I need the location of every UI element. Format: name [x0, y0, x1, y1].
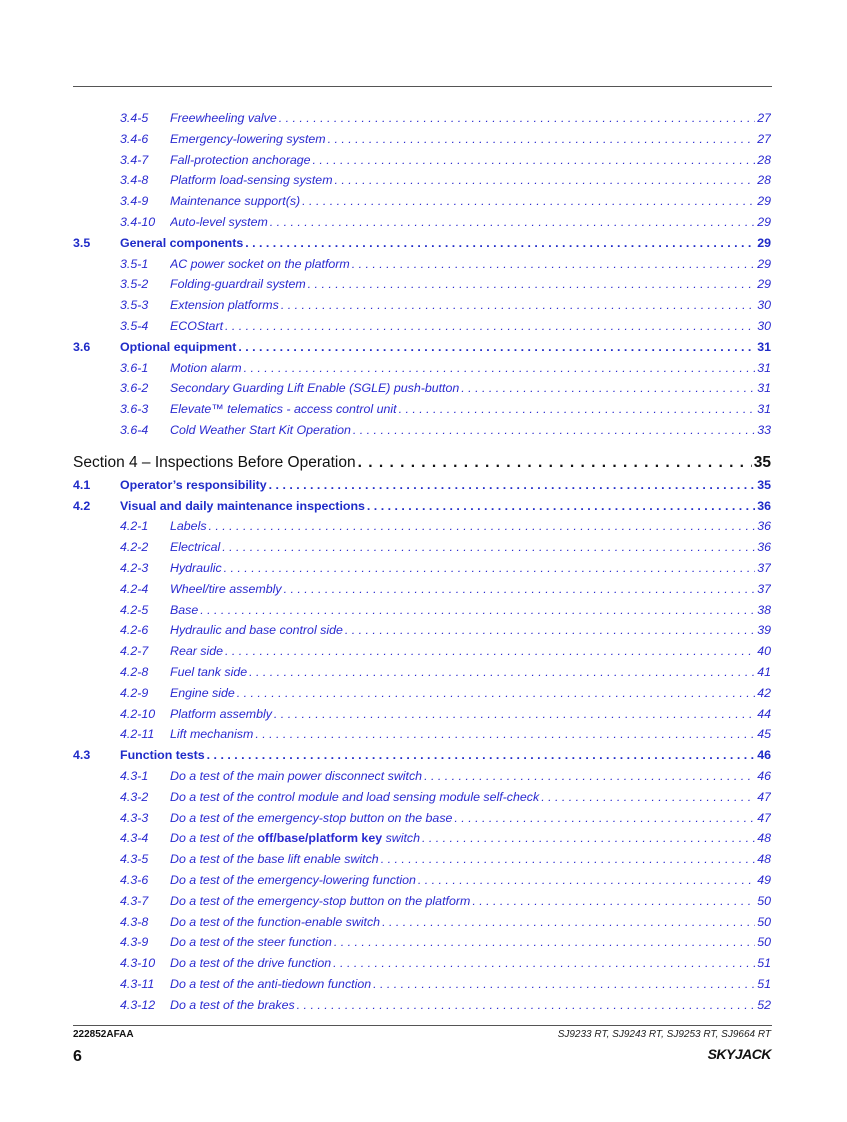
toc-entry-body — [170, 151, 771, 169]
toc-entry-page: 31 — [757, 381, 771, 396]
toc-entry-title-text: Do a test of the brakes — [170, 997, 295, 1012]
toc-entry-body — [170, 705, 771, 723]
toc-entry-title — [120, 746, 205, 764]
toc-entry-number: 3.4-8 — [120, 173, 149, 188]
toc-entry-title — [73, 452, 356, 474]
model-list: SJ9233 RT, SJ9243 RT, SJ9253 RT, SJ9664 RT — [557, 1029, 771, 1040]
toc-entry-number: 4.2-9 — [120, 685, 149, 700]
toc-entry-title-text: Auto-level system — [170, 215, 268, 229]
toc-entry-page: 36 — [757, 540, 771, 555]
toc-entry-title — [170, 663, 247, 681]
dot-leader — [541, 788, 755, 806]
toc-entry-page: 29 — [757, 277, 771, 292]
toc-entry-page: 44 — [757, 706, 771, 721]
toc-entry-title — [170, 317, 223, 335]
toc-entry-title-text: Do a test of the drive function — [170, 956, 332, 971]
toc-entry-title — [170, 871, 416, 889]
toc-entry-title — [170, 954, 331, 972]
toc-entry-page: 45 — [757, 727, 771, 742]
toc-entry-page: 37 — [757, 581, 771, 596]
toc-entry-page: 29 — [757, 194, 771, 209]
toc-entry-number: 4.1 — [73, 477, 91, 492]
toc-entry-number: 3.5 — [73, 235, 91, 250]
dot-leader — [281, 296, 755, 314]
toc-entry-title — [170, 275, 306, 293]
dot-leader — [454, 809, 755, 827]
toc-entry-body — [170, 317, 771, 335]
toc-entry-body — [170, 109, 771, 127]
toc-entry-body — [170, 359, 771, 377]
toc-entry-number: 4.2-2 — [120, 540, 149, 555]
toc-entry-number: 3.4-6 — [120, 131, 149, 146]
toc-entry-body — [120, 497, 771, 515]
toc-entry-title-suffix: switch — [382, 831, 420, 846]
toc-entry-title — [170, 788, 539, 806]
toc-entry-page: 36 — [757, 498, 771, 513]
toc-entry-number: 4.3-6 — [120, 873, 149, 887]
toc-entry-body — [170, 913, 771, 931]
toc-entry-number: 4.3-9 — [120, 935, 149, 950]
toc-entry-title-text: Do a test of the emergency-stop button on the base — [170, 810, 453, 825]
dot-leader — [245, 234, 755, 252]
toc-entry-page: 28 — [757, 173, 771, 188]
toc-entry-number: 4.3-7 — [120, 893, 149, 908]
toc-entry-title — [170, 892, 470, 910]
toc-entry-title — [170, 379, 459, 397]
toc-entry-title — [170, 580, 282, 598]
toc-entry-title-text: Motion alarm — [170, 360, 242, 375]
toc-entry-page: 51 — [757, 977, 771, 991]
toc-entry-page: 51 — [757, 956, 771, 971]
toc-entry-title-text: Hydraulic and base control side — [170, 623, 343, 638]
toc-entry-title — [170, 621, 343, 639]
toc-entry-title-text: Platform load-sensing system — [170, 173, 333, 188]
toc-entry-title-text: Freewheeling valve — [170, 111, 277, 125]
toc-entry-title-text: General components — [120, 235, 244, 250]
toc-entry-title-text: Do a test of the base lift enable switch — [170, 852, 379, 867]
toc-entry-number: 3.6-1 — [120, 360, 149, 375]
toc-entry-number: 4.3-2 — [120, 789, 149, 804]
dot-leader — [381, 850, 756, 868]
toc-entry-title-text: ECOStart — [170, 319, 224, 333]
toc-entry-title — [170, 829, 420, 847]
toc-entry-number: 4.2-3 — [120, 561, 149, 575]
toc-entry-title — [170, 559, 222, 577]
toc-entry-page: 30 — [757, 319, 771, 333]
toc-entry-number: 4.2-5 — [120, 602, 149, 617]
toc-entry-title-text: Extension platforms — [170, 298, 279, 313]
toc-entry-title — [170, 601, 198, 619]
toc-entry-title — [170, 996, 295, 1014]
toc-entry-title — [170, 255, 350, 273]
dot-leader — [249, 663, 755, 681]
dot-leader — [269, 476, 756, 494]
toc-entry-body — [170, 809, 771, 827]
dot-leader — [313, 151, 756, 169]
toc-entry-title — [170, 933, 332, 951]
toc-entry-page: 28 — [757, 152, 771, 167]
toc-entry-title-text: Wheel/tire assembly — [170, 581, 282, 596]
toc-entry-page: 50 — [757, 914, 771, 929]
toc-entry-page: 48 — [757, 852, 771, 867]
toc-entry-title — [170, 421, 351, 439]
toc-entry-title-text: Labels — [170, 519, 207, 534]
dot-leader — [424, 767, 755, 785]
toc-entry-number: 4.3-4 — [120, 831, 149, 846]
toc-entry-title-text: Lift mechanism — [170, 727, 254, 742]
toc-entry-page: 31 — [757, 339, 771, 354]
toc-entry-title — [120, 234, 243, 252]
dot-leader — [255, 725, 755, 743]
toc-entry-page: 47 — [757, 810, 771, 825]
toc-entry-number: 4.3-10 — [120, 956, 156, 971]
toc-entry-body — [170, 621, 771, 639]
toc-entry-title — [170, 850, 379, 868]
toc-entry-body — [170, 379, 771, 397]
toc-entry-body — [170, 421, 771, 439]
toc-entry-body — [170, 538, 771, 556]
toc-entry-page: 48 — [757, 831, 771, 846]
toc-entry-title-text: Electrical — [170, 540, 221, 555]
toc-entry-body — [170, 871, 771, 889]
dot-leader — [399, 400, 756, 418]
dot-leader — [209, 517, 756, 535]
toc-entry-body — [170, 517, 771, 535]
toc-entry-page: 46 — [757, 748, 771, 763]
toc-entry-title-text: Elevate™ telematics - access control unit — [170, 402, 397, 417]
toc-entry-title-text: Emergency-lowering system — [170, 131, 326, 146]
toc-entry-title-text: Cold Weather Start Kit Operation — [170, 423, 351, 437]
toc-entry-number: 4.3-3 — [120, 810, 149, 825]
dot-leader — [308, 275, 756, 293]
toc-entry-body — [170, 130, 771, 148]
toc-entry-title — [170, 296, 279, 314]
toc-entry-number: 4.2-1 — [120, 519, 149, 534]
dot-leader — [200, 601, 755, 619]
toc-entry-body — [120, 234, 771, 252]
dot-leader — [222, 538, 755, 556]
dot-leader — [352, 255, 755, 273]
toc-entry-page: 36 — [757, 519, 771, 534]
toc-entry-title — [170, 171, 333, 189]
toc-entry-title-text: Base — [170, 602, 199, 617]
toc-entry-number: 3.5-3 — [120, 298, 149, 313]
toc-entry-title-text: Secondary Guarding Lift Enable (SGLE) push-button — [170, 381, 460, 396]
toc-entry-title — [170, 109, 277, 127]
dot-leader — [335, 171, 756, 189]
toc-entry-title — [170, 705, 272, 723]
toc-entry-page: 27 — [757, 131, 771, 146]
toc-entry-body — [170, 725, 771, 743]
toc-entry-title-text: Folding-guardrail system — [170, 277, 306, 292]
toc-entry-title-text: Do a test of the anti-tiedown function — [170, 977, 372, 991]
dot-leader — [302, 192, 755, 210]
toc-entry-number: 4.3-8 — [120, 914, 149, 929]
dot-leader — [418, 871, 755, 889]
toc-entry-body — [170, 601, 771, 619]
toc-entry-title-text: Engine side — [170, 685, 235, 700]
toc-entry-title-text: Do a test of the emergency-stop button on the platform — [170, 893, 471, 908]
toc-entry-body — [170, 663, 771, 681]
toc-entry-title-text: Do a test of the emergency-lowering function — [170, 873, 416, 887]
toc-entry-body — [170, 559, 771, 577]
toc-entry-body — [170, 933, 771, 951]
toc-entry-number: 3.5-1 — [120, 256, 149, 271]
toc-entry-page: 33 — [757, 423, 771, 437]
dot-leader — [353, 421, 755, 439]
toc-entry-number: 3.4-9 — [120, 194, 149, 209]
toc-entry-number: 3.6-4 — [120, 423, 149, 437]
toc-entry-body — [170, 275, 771, 293]
toc-entry-title-emphasis: off/base/platform key — [257, 831, 383, 846]
toc-entry-title — [170, 359, 242, 377]
toc-entry-title-text: Operator’s responsibility — [120, 477, 267, 492]
dot-leader — [334, 933, 755, 951]
dot-leader — [244, 359, 756, 377]
toc-entry-title-text: Rear side — [170, 644, 224, 659]
toc-entry-page: 40 — [757, 644, 771, 659]
toc-entry-page: 50 — [757, 893, 771, 908]
toc-entry-title-text: Do a test of the — [170, 831, 255, 846]
toc-entry-title — [170, 913, 380, 931]
toc-entry-page: 35 — [757, 477, 771, 492]
toc-entry-title-text: Do a test of the main power disconnect switch — [170, 769, 423, 783]
dot-leader — [367, 497, 755, 515]
toc-entry-number: 4.2-4 — [120, 581, 149, 596]
toc-entry-number: 4.3 — [73, 748, 91, 763]
dot-leader — [422, 829, 755, 847]
toc-entry-title-text: Optional equipment — [120, 339, 237, 354]
toc-entry-title — [170, 151, 311, 169]
toc-entry-body — [170, 213, 771, 231]
toc-entry-title-text: Maintenance support(s) — [170, 194, 301, 209]
toc-entry-number: 4.2-8 — [120, 665, 149, 679]
toc-entry-title — [170, 517, 207, 535]
page-number: 6 — [73, 1048, 82, 1065]
dot-leader — [237, 684, 755, 702]
dot-leader — [224, 559, 756, 577]
toc-entry-body — [170, 580, 771, 598]
toc-entry-page: 29 — [757, 235, 771, 250]
toc-entry-body — [170, 684, 771, 702]
toc-entry-page: 29 — [757, 215, 771, 229]
toc-entry-title — [170, 767, 422, 785]
toc-entry-body — [120, 338, 771, 356]
toc-entry-number: 3.6-2 — [120, 381, 149, 396]
toc-entry-body — [73, 452, 771, 474]
dot-leader — [270, 213, 755, 231]
toc-entry-number: 3.5-4 — [120, 319, 149, 333]
toc-entry-page: 52 — [757, 997, 771, 1012]
toc-entry-page: 50 — [757, 935, 771, 950]
toc-entry-body — [170, 996, 771, 1014]
header-rule — [73, 86, 772, 87]
toc-entry-number: 3.4-7 — [120, 152, 149, 167]
dot-leader — [279, 109, 755, 127]
toc-entry-number: 4.2 — [73, 498, 91, 513]
toc-entry-body — [120, 746, 771, 764]
toc-entry-body — [170, 892, 771, 910]
toc-entry-page: 27 — [757, 111, 771, 125]
toc-entry-page: 29 — [757, 256, 771, 271]
toc-entry-title-text: Do a test of the function-enable switch — [170, 914, 381, 929]
toc-entry-number: 4.3-12 — [120, 997, 156, 1012]
toc-entry-title-text: Section 4 – Inspections Before Operation — [73, 453, 356, 471]
toc-entry-number: 4.3-5 — [120, 852, 149, 867]
toc-entry-page: 41 — [757, 665, 771, 679]
toc-entry-page: 30 — [757, 298, 771, 313]
toc-entry-number: 3.4-5 — [120, 111, 149, 125]
toc-entry-title — [120, 497, 365, 515]
dot-leader — [472, 892, 755, 910]
toc-entry-title — [170, 213, 268, 231]
toc-entry-page: 46 — [757, 769, 771, 783]
dot-leader — [284, 580, 756, 598]
toc-entry-body — [170, 954, 771, 972]
toc-entry-number: 3.5-2 — [120, 277, 149, 292]
toc-entry-number: 4.2-11 — [120, 727, 155, 742]
toc-entry-number: 4.3-1 — [120, 769, 149, 783]
toc-entry-title — [120, 338, 236, 356]
toc-entry-page: 49 — [757, 873, 771, 887]
dot-leader — [225, 642, 755, 660]
toc-entry-body — [170, 829, 771, 847]
dot-leader — [382, 913, 755, 931]
toc-entry-title — [120, 476, 267, 494]
toc-entry-page: 31 — [757, 360, 771, 375]
dot-leader — [461, 379, 755, 397]
dot-leader — [328, 130, 756, 148]
dot-leader — [225, 317, 755, 335]
toc-entry-title-text: Fall-protection anchorage — [170, 152, 311, 167]
toc-entry-body — [170, 767, 771, 785]
toc-entry-body — [170, 642, 771, 660]
skyjack-logo: SKYJACK — [707, 1046, 771, 1062]
toc-entry-body — [170, 255, 771, 273]
toc-entry-number: 3.6 — [73, 339, 91, 354]
toc-entry-number: 4.2-7 — [120, 644, 149, 659]
footer-rule — [73, 1025, 772, 1026]
toc-entry-page: 39 — [757, 623, 771, 638]
toc-entry-body — [120, 476, 771, 494]
dot-leader — [345, 621, 755, 639]
toc-entry-body — [170, 975, 771, 993]
toc-entry-body — [170, 400, 771, 418]
toc-entry-title-text: Visual and daily maintenance inspections — [120, 498, 365, 513]
toc-entry-title — [170, 809, 452, 827]
toc-entry-number: 3.4-10 — [120, 215, 156, 229]
toc-entry-title — [170, 192, 300, 210]
toc-entry-page: 35 — [753, 453, 771, 471]
dot-leader — [207, 746, 756, 764]
dot-leader — [274, 705, 755, 723]
dot-leader — [238, 338, 755, 356]
toc-entry-body — [170, 296, 771, 314]
toc-entry-title — [170, 538, 220, 556]
toc-entry-title-text: Hydraulic — [170, 561, 222, 575]
toc-entry-title-text: Do a test of the steer function — [170, 935, 332, 950]
toc-entry-body — [170, 192, 771, 210]
toc-entry-page: 47 — [757, 789, 771, 804]
toc-entry-title-text: Platform assembly — [170, 706, 272, 721]
toc-entry-body — [170, 171, 771, 189]
toc-entry-number: 3.6-3 — [120, 402, 149, 417]
toc-entry-number: 4.2-10 — [120, 706, 156, 721]
toc-entry-title — [170, 400, 397, 418]
dot-leader — [333, 954, 755, 972]
dot-leader — [358, 452, 752, 474]
toc-entry-number: 4.3-11 — [120, 977, 155, 991]
toc-entry-page: 31 — [757, 402, 771, 417]
dot-leader — [373, 975, 755, 993]
toc-entry-title-text: Do a test of the control module and load sensing module self-check — [170, 789, 540, 804]
toc-entry-body — [170, 788, 771, 806]
toc-entry-page: 38 — [757, 602, 771, 617]
toc-entry-title-text: Function tests — [120, 748, 205, 763]
toc-entry-title — [170, 975, 371, 993]
document-code: 222852AFAA — [73, 1029, 134, 1040]
toc-entry-title — [170, 130, 326, 148]
toc-entry-title — [170, 725, 253, 743]
toc-entry-page: 37 — [757, 561, 771, 575]
dot-leader — [297, 996, 756, 1014]
toc-entry-title — [170, 642, 223, 660]
toc-entry-title-text: AC power socket on the platform — [170, 256, 350, 271]
toc-entry-title — [170, 684, 235, 702]
toc-entry-body — [170, 850, 771, 868]
toc-entry-page: 42 — [757, 685, 771, 700]
toc-entry-number: 4.2-6 — [120, 623, 149, 638]
toc-entry-title-text: Fuel tank side — [170, 665, 248, 679]
